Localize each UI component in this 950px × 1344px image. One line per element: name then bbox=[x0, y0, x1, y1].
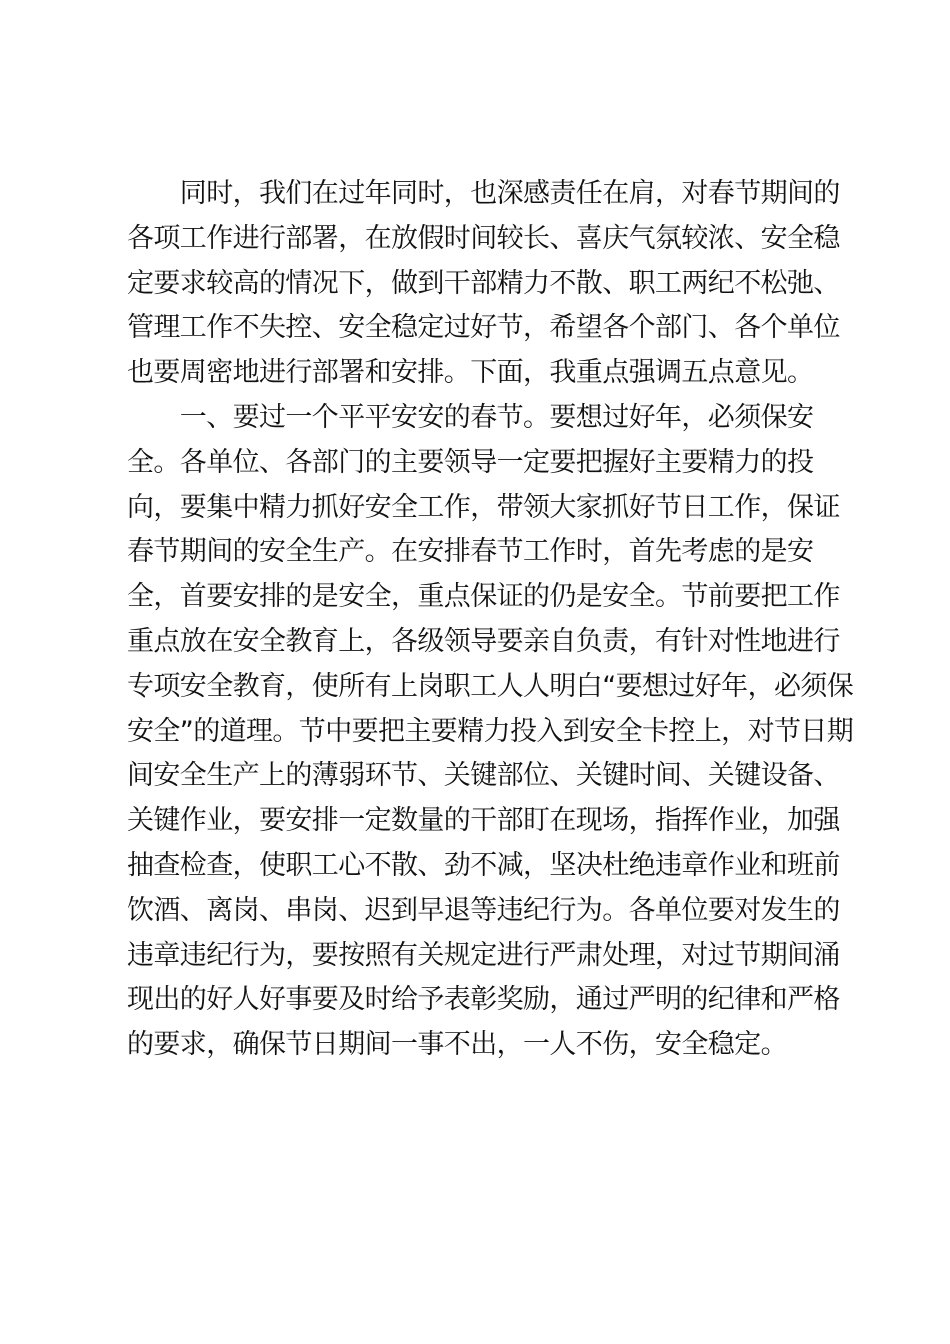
text-line: 定要求较高的情况下，做到干部精力不散、职工两纪不松弛、 bbox=[127, 267, 840, 299]
text-line: 同时，我们在过年同时，也深感责任在肩，对春节期间的 bbox=[127, 178, 840, 209]
text-line: 抽查检查，使职工心不散、劲不减，坚决杜绝违章作业和班前 bbox=[127, 849, 840, 881]
text-line: 安全”的道理。节中要把主要精力投入到安全卡控上，对节日期 bbox=[127, 715, 854, 747]
body-text bbox=[127, 172, 854, 1068]
text-line: 全，首要安排的是安全，重点保证的仍是安全。节前要把工作 bbox=[127, 581, 840, 613]
text-line: 重点放在安全教育上，各级领导要亲自负责，有针对性地进行 bbox=[127, 625, 840, 657]
text-line: 向，要集中精力抓好安全工作，带领大家抓好节日工作，保证 bbox=[127, 491, 840, 523]
text-line: 关键作业，要安排一定数量的干部盯在现场，指挥作业，加强 bbox=[127, 805, 840, 837]
text-line: 也要周密地进行部署和安排。下面，我重点强调五点意见。 bbox=[127, 357, 814, 389]
text-line: 饮酒、离岗、串岗、迟到早退等违纪行为。各单位要对发生的 bbox=[127, 894, 840, 926]
text-line: 违章违纪行为，要按照有关规定进行严肃处理，对过节期间涌 bbox=[127, 939, 840, 971]
text-line: 管理工作不失控、安全稳定过好节，希望各个部门、各个单位 bbox=[127, 312, 840, 344]
text-line: 春节期间的安全生产。在安排春节工作时，首先考虑的是安 bbox=[127, 536, 814, 568]
text-line: 间安全生产上的薄弱环节、关键部位、关键时间、关键设备、 bbox=[127, 760, 840, 792]
text-line: 各项工作进行部署，在放假时间较长、喜庆气氛较浓、安全稳 bbox=[127, 222, 840, 254]
text-line: 全。各单位、各部门的主要领导一定要把握好主要精力的投 bbox=[127, 446, 814, 478]
text-line: 现出的好人好事要及时给予表彰奖励，通过严明的纪律和严格 bbox=[127, 984, 840, 1016]
text-line: 专项安全教育，使所有上岗职工人人明白“要想过好年，必须保 bbox=[127, 670, 854, 702]
text-line: 一、要过一个平平安安的春节。要想过好年，必须保安 bbox=[127, 401, 814, 433]
text-line: 的要求，确保节日期间一事不出，一人不伤，安全稳定。 bbox=[127, 1029, 787, 1061]
